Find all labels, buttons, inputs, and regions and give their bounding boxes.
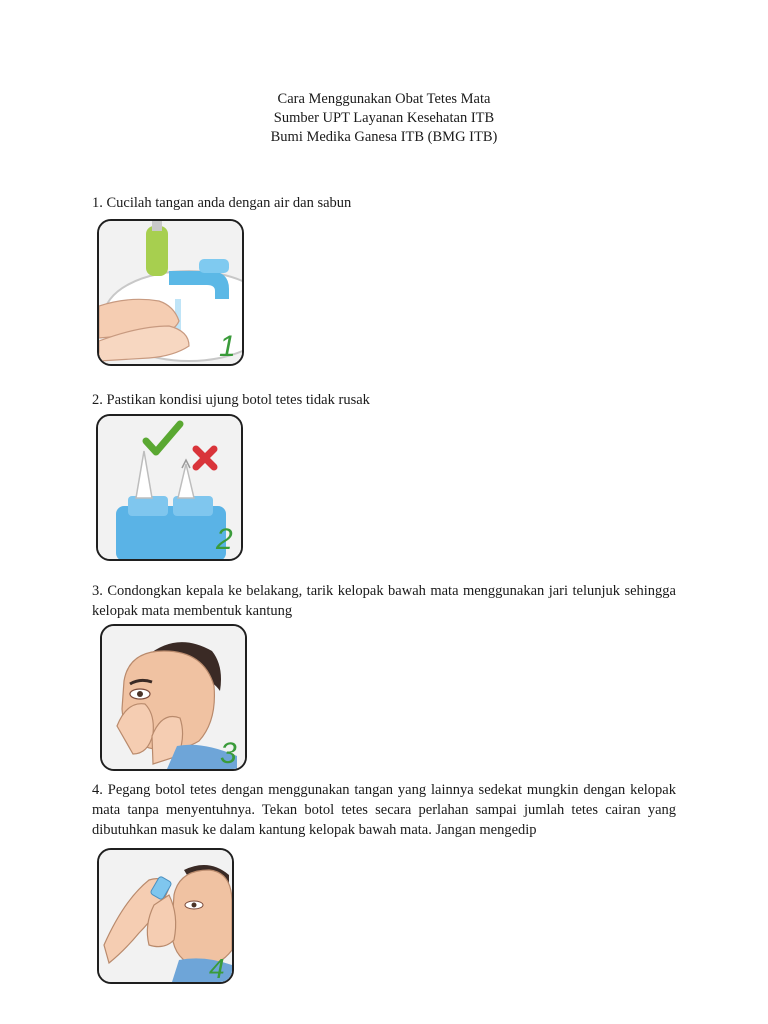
apply-eye-drops-icon (97, 848, 234, 984)
step-1-text: 1. Cucilah tangan anda dengan air dan sabun (92, 195, 352, 211)
document-header (0, 90, 768, 147)
step-3-number: 3 (220, 737, 237, 769)
apply-eye-drops-illustration (99, 850, 232, 982)
step-2-number: 2 (216, 523, 233, 556)
pull-eyelid-icon (100, 624, 247, 771)
dropper-bottle-tip-icon (96, 414, 243, 561)
pull-eyelid-illustration (102, 626, 245, 769)
dropper-bottle-illustration (98, 416, 241, 559)
step-2-text: 2. Pastikan kondisi ujung botol tetes tidak rusak (92, 392, 370, 408)
step-4-text: 4. Pegang botol tetes dengan menggunakan tangan yang lainnya sedekat mungkin dengan kelopak mata tanpa menyentuhnya. Tekan botol tetes secara perlahan sampai jumlah tetes cairan yang dibutuhkan masuk ke dalam kantung kelopak bawah mata. Jangan mengedip (92, 782, 676, 838)
document-title: Cara Menggunakan Obat Tetes Mata (277, 91, 491, 107)
washing-hands-illustration (99, 221, 242, 364)
step-4-number: 4 (209, 953, 225, 982)
washing-hands-icon (97, 219, 244, 366)
document-source: Sumber UPT Layanan Kesehatan ITB (273, 110, 495, 126)
step-1-number: 1 (219, 330, 236, 363)
step-3-text: 3. Condongkan kepala ke belakang, tarik kelopak bawah mata menggunakan jari telunjuk sehingga kelopak mata membentuk kantung (92, 583, 676, 619)
document-institution: Bumi Medika Ganesa ITB (BMG ITB) (270, 129, 498, 145)
